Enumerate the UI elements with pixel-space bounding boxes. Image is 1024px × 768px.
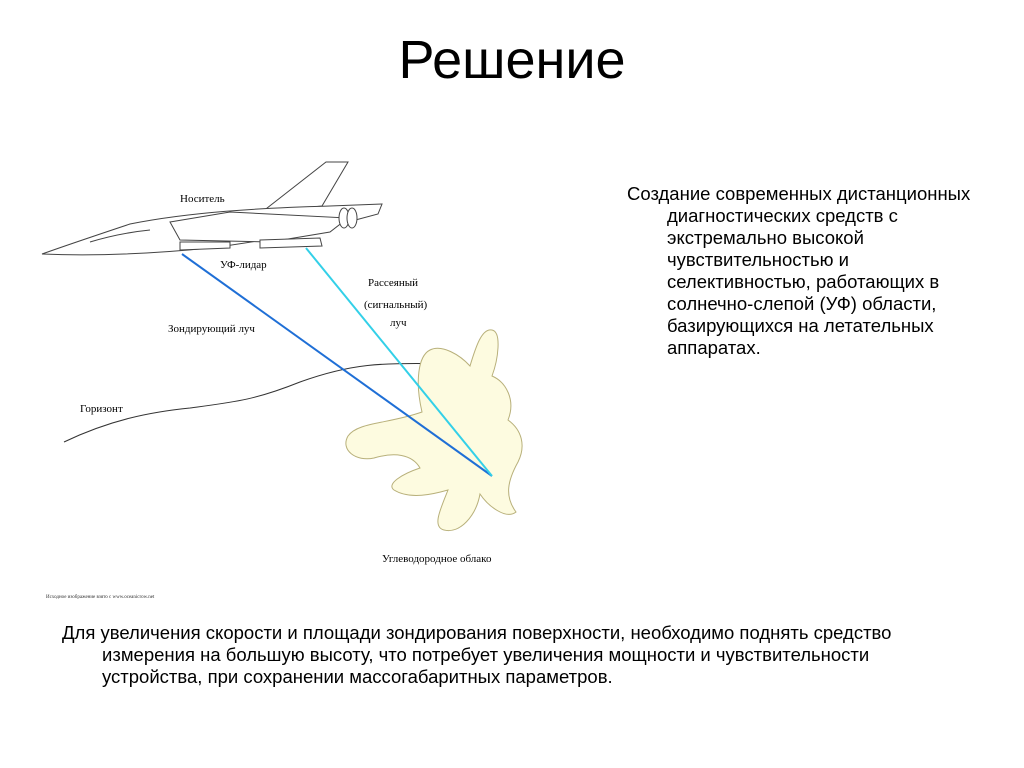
solution-description — [627, 183, 987, 359]
slide-title: Решение — [398, 30, 626, 90]
label-scattered-line3: луч — [390, 317, 407, 329]
label-probe-beam: Зондирующий луч — [168, 323, 255, 335]
lidar-diagram — [30, 150, 590, 610]
label-scattered-line1: Рассеяный — [368, 277, 419, 289]
aircraft-drawing — [42, 162, 382, 255]
label-cloud: Углеводородное облако — [382, 553, 492, 565]
label-horizon: Горизонт — [80, 403, 123, 415]
solution-paragraph: Создание современных дистанционных диагностических средств с экстремально высокой чувствительностью и селективностью, работающих в солнечно-слепой (УФ) области, базирующихся на летательных аппаратах. — [627, 183, 971, 358]
label-carrier: Носитель — [180, 193, 225, 205]
rationale-text — [62, 622, 962, 688]
label-scattered-line2: (сигнальный) — [364, 299, 428, 311]
hydrocarbon-cloud — [346, 330, 522, 531]
source-note: Исходное изображение взято с www.oceanicrow.net — [46, 595, 155, 600]
rationale-paragraph: Для увеличения скорости и площади зондирования поверхности, необходимо поднять средство измерения на большую высоту, что потребует увеличения мощности и чувствительности устройства, при сохранении массогабаритных параметров. — [62, 622, 892, 687]
label-uv-lidar: УФ-лидар — [220, 259, 267, 271]
